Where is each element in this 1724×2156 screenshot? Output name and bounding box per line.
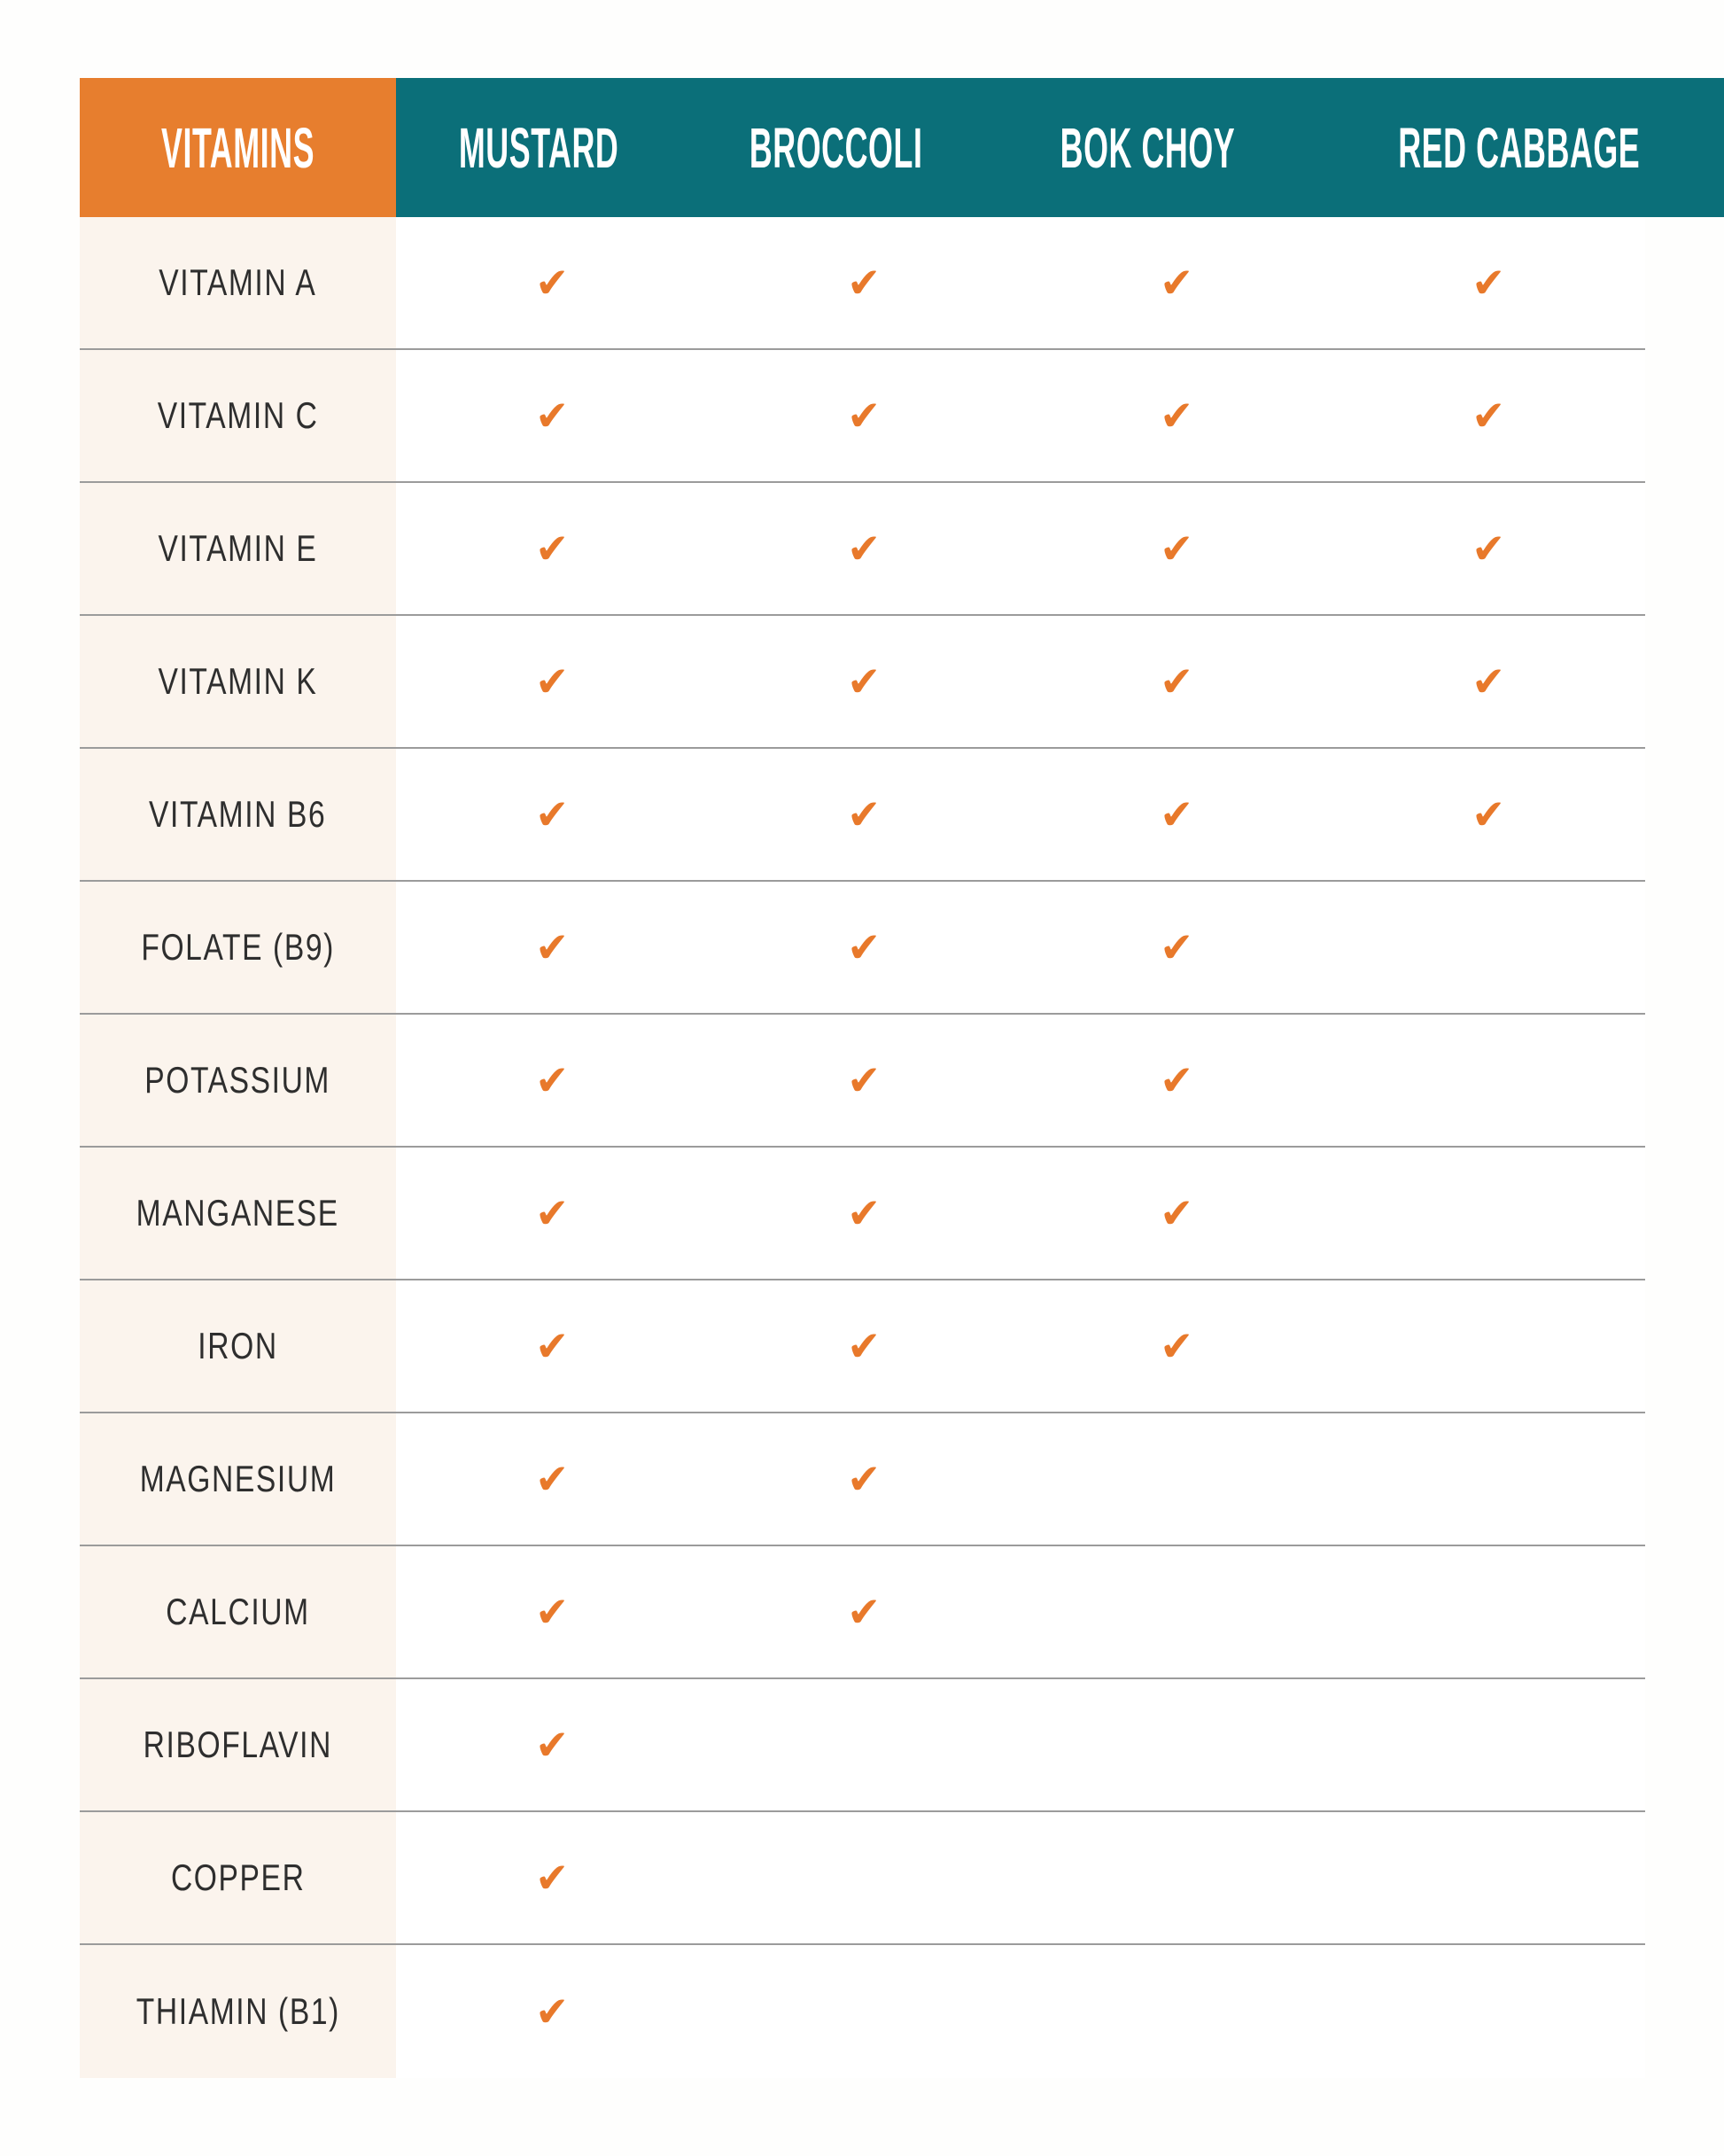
check-icon: ✔ <box>846 1321 882 1371</box>
check-icon: ✔ <box>534 922 571 972</box>
check-cell-mustard <box>396 749 709 880</box>
check-icon: ✔ <box>1159 391 1195 440</box>
check-icon: ✔ <box>534 1987 571 2036</box>
check-cell-red-cabbage <box>1333 1280 1646 1412</box>
check-cell-mustard <box>396 350 709 481</box>
check-icon: ✔ <box>534 790 571 839</box>
table-row <box>80 1812 1645 1945</box>
row-label-cell <box>80 1945 396 2078</box>
check-cell-broccoli <box>709 1679 1021 1810</box>
check-icon: ✔ <box>534 258 571 307</box>
row-label: MAGNESIUM <box>139 1458 337 1499</box>
check-cell-broccoli <box>709 350 1021 481</box>
check-cell-red-cabbage <box>1333 1148 1646 1279</box>
check-cell-broccoli <box>709 1280 1021 1412</box>
check-icon: ✔ <box>534 391 571 440</box>
check-icon: ✔ <box>1471 258 1507 307</box>
row-label: VITAMIN K <box>158 660 318 702</box>
row-label-cell <box>80 616 396 747</box>
check-cell-mustard <box>396 882 709 1013</box>
check-cell-broccoli <box>709 1945 1021 2078</box>
check-cell-red-cabbage <box>1333 350 1646 481</box>
check-cell-mustard <box>396 1280 709 1412</box>
comparison-table <box>80 78 1645 2078</box>
check-cell-bok-choy <box>1021 1812 1333 1943</box>
check-icon: ✔ <box>846 790 882 839</box>
check-cell-red-cabbage <box>1333 1413 1646 1545</box>
check-icon: ✔ <box>846 391 882 440</box>
column-header-broccoli <box>681 78 990 217</box>
check-cell-bok-choy <box>1021 483 1333 614</box>
row-label-cell <box>80 1015 396 1146</box>
check-cell-red-cabbage <box>1333 217 1646 348</box>
check-icon: ✔ <box>1159 922 1195 972</box>
check-cell-bok-choy <box>1021 1148 1333 1279</box>
column-header-red-cabbage <box>1303 78 1724 217</box>
check-cell-red-cabbage <box>1333 882 1646 1013</box>
row-label-cell <box>80 483 396 614</box>
check-icon: ✔ <box>1471 657 1507 706</box>
row-label: RIBOFLAVIN <box>143 1724 333 1765</box>
check-cell-broccoli <box>709 1015 1021 1146</box>
check-cell-red-cabbage <box>1333 1015 1646 1146</box>
check-cell-bok-choy <box>1021 1945 1333 2078</box>
check-cell-broccoli <box>709 882 1021 1013</box>
check-cell-bok-choy <box>1021 217 1333 348</box>
check-cell-broccoli <box>709 1812 1021 1943</box>
check-icon: ✔ <box>1471 790 1507 839</box>
vitamins-header-cell <box>80 78 396 217</box>
table-row <box>80 1413 1645 1546</box>
check-cell-mustard <box>396 1015 709 1146</box>
row-label-cell <box>80 350 396 481</box>
check-icon: ✔ <box>534 524 571 573</box>
check-cell-red-cabbage <box>1333 749 1646 880</box>
check-icon: ✔ <box>1159 657 1195 706</box>
row-label: VITAMIN C <box>157 394 319 436</box>
check-cell-mustard <box>396 1413 709 1545</box>
row-label: CALCIUM <box>166 1591 310 1632</box>
row-label: FOLATE (B9) <box>141 926 335 968</box>
table-row <box>80 217 1645 350</box>
vitamins-header-label: VITAMINS <box>160 115 315 180</box>
column-header-label: BROCCOLI <box>749 115 923 180</box>
row-label-cell <box>80 1546 396 1677</box>
row-label-cell <box>80 1812 396 1943</box>
check-cell-broccoli <box>709 749 1021 880</box>
check-cell-broccoli <box>709 616 1021 747</box>
table-row <box>80 1945 1645 2078</box>
column-header-mustard <box>396 78 681 217</box>
row-label-cell <box>80 1280 396 1412</box>
check-icon: ✔ <box>846 1454 882 1504</box>
table-row <box>80 1546 1645 1679</box>
check-cell-broccoli <box>709 1413 1021 1545</box>
check-cell-red-cabbage <box>1333 616 1646 747</box>
row-label-cell <box>80 882 396 1013</box>
check-icon: ✔ <box>534 1055 571 1105</box>
check-cell-red-cabbage <box>1333 1679 1646 1810</box>
check-icon: ✔ <box>846 1055 882 1105</box>
column-header-label: RED CABBAGE <box>1398 115 1641 180</box>
check-icon: ✔ <box>534 1321 571 1371</box>
check-icon: ✔ <box>1471 391 1507 440</box>
check-icon: ✔ <box>846 1188 882 1238</box>
check-icon: ✔ <box>534 1454 571 1504</box>
check-icon: ✔ <box>534 657 571 706</box>
check-icon: ✔ <box>534 1188 571 1238</box>
row-label-cell <box>80 1679 396 1810</box>
check-icon: ✔ <box>1159 1055 1195 1105</box>
row-label-cell <box>80 217 396 348</box>
check-icon: ✔ <box>1159 1321 1195 1371</box>
check-icon: ✔ <box>846 524 882 573</box>
column-header-bok-choy <box>991 78 1304 217</box>
check-cell-mustard <box>396 1546 709 1677</box>
check-cell-mustard <box>396 483 709 614</box>
table-row <box>80 616 1645 749</box>
check-icon: ✔ <box>1159 524 1195 573</box>
row-label: VITAMIN A <box>159 261 317 303</box>
table-row <box>80 483 1645 616</box>
column-header-label: MUSTARD <box>458 115 619 180</box>
check-cell-red-cabbage <box>1333 1945 1646 2078</box>
row-label-cell <box>80 749 396 880</box>
table-row <box>80 1280 1645 1413</box>
check-icon: ✔ <box>534 1720 571 1770</box>
check-cell-mustard <box>396 616 709 747</box>
check-cell-bok-choy <box>1021 1679 1333 1810</box>
check-icon: ✔ <box>1159 1188 1195 1238</box>
row-label: COPPER <box>170 1856 306 1898</box>
check-cell-mustard <box>396 1148 709 1279</box>
check-icon: ✔ <box>846 258 882 307</box>
check-cell-mustard <box>396 217 709 348</box>
check-cell-mustard <box>396 1812 709 1943</box>
check-cell-broccoli <box>709 1148 1021 1279</box>
check-cell-broccoli <box>709 217 1021 348</box>
check-cell-broccoli <box>709 1546 1021 1677</box>
check-icon: ✔ <box>1159 258 1195 307</box>
check-cell-mustard <box>396 1679 709 1810</box>
row-label: VITAMIN B6 <box>149 793 327 835</box>
check-icon: ✔ <box>1159 790 1195 839</box>
check-cell-bok-choy <box>1021 350 1333 481</box>
column-header-label: BOK CHOY <box>1060 115 1235 180</box>
check-cell-bok-choy <box>1021 749 1333 880</box>
check-cell-bok-choy <box>1021 882 1333 1013</box>
check-cell-bok-choy <box>1021 1546 1333 1677</box>
table-row <box>80 1679 1645 1812</box>
check-icon: ✔ <box>846 657 882 706</box>
table-row <box>80 1015 1645 1148</box>
check-icon: ✔ <box>1471 524 1507 573</box>
check-cell-bok-choy <box>1021 1280 1333 1412</box>
check-icon: ✔ <box>534 1853 571 1903</box>
check-cell-red-cabbage <box>1333 1546 1646 1677</box>
table-row <box>80 749 1645 882</box>
check-cell-bok-choy <box>1021 1413 1333 1545</box>
check-icon: ✔ <box>534 1587 571 1637</box>
check-cell-bok-choy <box>1021 616 1333 747</box>
row-label: POTASSIUM <box>144 1059 331 1101</box>
table-row <box>80 350 1645 483</box>
table-row <box>80 882 1645 1015</box>
header-row <box>80 78 1645 217</box>
vegetable-header-band <box>396 78 1724 217</box>
check-cell-mustard <box>396 1945 709 2078</box>
row-label: IRON <box>198 1325 278 1366</box>
check-icon: ✔ <box>846 922 882 972</box>
check-cell-red-cabbage <box>1333 1812 1646 1943</box>
row-label: MANGANESE <box>136 1192 340 1234</box>
check-cell-broccoli <box>709 483 1021 614</box>
row-label: VITAMIN E <box>158 527 318 569</box>
row-label-cell <box>80 1148 396 1279</box>
check-cell-red-cabbage <box>1333 483 1646 614</box>
check-cell-bok-choy <box>1021 1015 1333 1146</box>
row-label: THIAMIN (B1) <box>136 1990 340 2032</box>
row-label-cell <box>80 1413 396 1545</box>
check-icon: ✔ <box>846 1587 882 1637</box>
table-body <box>80 217 1645 2078</box>
table-row <box>80 1148 1645 1280</box>
